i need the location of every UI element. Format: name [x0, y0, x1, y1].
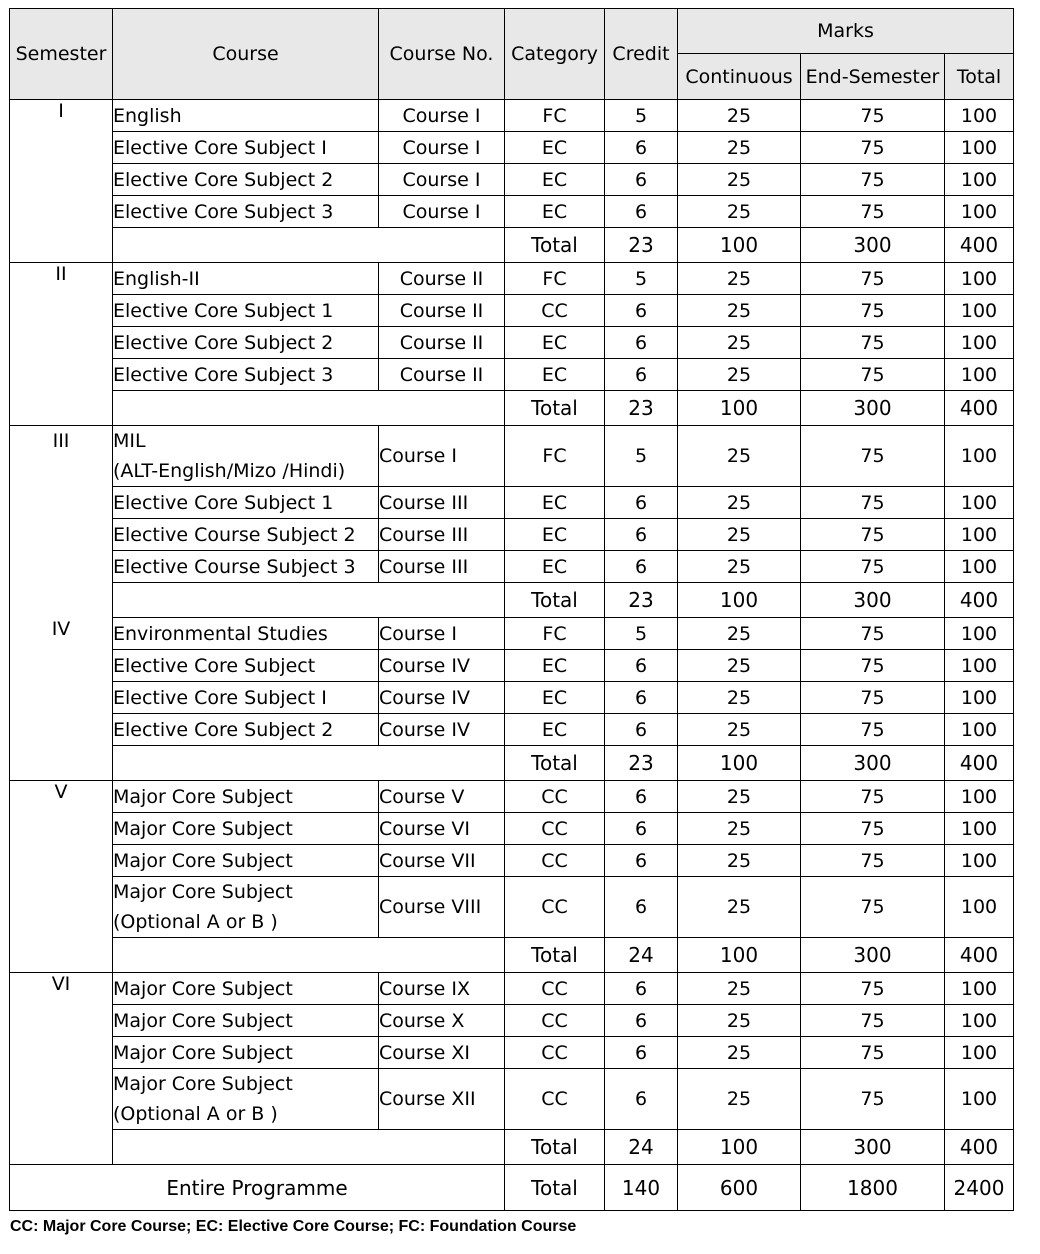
marks-continuous: 25	[678, 295, 801, 327]
course-number: Course I	[379, 164, 505, 196]
course-number: Course IX	[379, 973, 505, 1005]
credit: 6	[605, 1005, 678, 1037]
course-name-line: Major Core Subject	[113, 817, 293, 840]
table-row	[10, 426, 1014, 487]
marks-end-semester: 75	[801, 487, 945, 519]
marks-end-semester: 75	[801, 426, 945, 487]
table-row	[10, 295, 1014, 327]
course-name	[113, 519, 379, 551]
credit: 5	[605, 100, 678, 132]
course-name-line: Major Core Subject	[113, 785, 293, 808]
marks-continuous: 25	[678, 327, 801, 359]
entire-programme-row	[10, 1165, 1014, 1211]
table-row	[10, 100, 1014, 132]
header-course: Course	[113, 9, 379, 100]
marks-end-semester: 75	[801, 781, 945, 813]
blank-cell	[113, 228, 505, 263]
course-name-line: Elective Core Subject 2	[113, 331, 334, 354]
marks-continuous: 25	[678, 426, 801, 487]
course-name	[113, 551, 379, 583]
course-name	[113, 100, 379, 132]
semester-total-row	[10, 1130, 1014, 1165]
course-name	[113, 327, 379, 359]
category: EC	[505, 551, 605, 583]
course-name-line: Major Core Subject	[113, 1009, 293, 1032]
marks-total: 100	[945, 487, 1014, 519]
total-continuous: 100	[678, 938, 801, 973]
course-name-line: English-II	[113, 267, 200, 290]
marks-total: 100	[945, 781, 1014, 813]
blank-cell	[113, 391, 505, 426]
marks-total: 100	[945, 973, 1014, 1005]
entire-total-label: Total	[505, 1165, 605, 1211]
course-number: Course II	[379, 263, 505, 295]
course-name-line: Environmental Studies	[113, 622, 328, 645]
total-credit: 23	[605, 228, 678, 263]
course-name-line: Major Core Subject	[113, 1073, 293, 1095]
course-number: Course VI	[379, 813, 505, 845]
course-number: Course II	[379, 327, 505, 359]
category: EC	[505, 487, 605, 519]
course-name-line: Elective Core Subject 3	[113, 200, 334, 223]
course-name	[113, 650, 379, 682]
table-row	[10, 714, 1014, 746]
course-name	[113, 426, 379, 487]
semester-total-row	[10, 746, 1014, 781]
semester-label: IV	[10, 618, 113, 781]
entire-continuous: 600	[678, 1165, 801, 1211]
marks-end-semester: 75	[801, 1005, 945, 1037]
course-number: Course IV	[379, 682, 505, 714]
credit: 5	[605, 426, 678, 487]
course-number: Course II	[379, 295, 505, 327]
course-number: Course II	[379, 359, 505, 391]
category: EC	[505, 164, 605, 196]
table-row	[10, 327, 1014, 359]
marks-total: 100	[945, 618, 1014, 650]
credit: 6	[605, 813, 678, 845]
marks-end-semester: 75	[801, 196, 945, 228]
total-continuous: 100	[678, 746, 801, 781]
marks-continuous: 25	[678, 487, 801, 519]
marks-continuous: 25	[678, 1037, 801, 1069]
total-credit: 24	[605, 938, 678, 973]
total-end-semester: 300	[801, 228, 945, 263]
course-name-subline: (Optional A or B )	[113, 911, 278, 933]
total-marks: 400	[945, 938, 1014, 973]
credit: 6	[605, 973, 678, 1005]
total-credit: 23	[605, 746, 678, 781]
total-marks: 400	[945, 228, 1014, 263]
entire-credit: 140	[605, 1165, 678, 1211]
course-name-line: MIL	[113, 430, 146, 452]
course-name	[113, 973, 379, 1005]
category: CC	[505, 781, 605, 813]
marks-continuous: 25	[678, 551, 801, 583]
semester-label: VI	[10, 973, 113, 1165]
course-number: Course IV	[379, 650, 505, 682]
course-name-line: Major Core Subject	[113, 849, 293, 872]
marks-end-semester: 75	[801, 327, 945, 359]
blank-cell	[113, 1130, 505, 1165]
credit: 6	[605, 877, 678, 938]
credit: 6	[605, 845, 678, 877]
marks-end-semester: 75	[801, 295, 945, 327]
marks-continuous: 25	[678, 813, 801, 845]
marks-total: 100	[945, 714, 1014, 746]
marks-continuous: 25	[678, 618, 801, 650]
table-row	[10, 1037, 1014, 1069]
marks-total: 100	[945, 1005, 1014, 1037]
entire-total: 2400	[945, 1165, 1014, 1211]
course-name-line: Elective Core Subject I	[113, 686, 327, 709]
total-continuous: 100	[678, 1130, 801, 1165]
total-end-semester: 300	[801, 583, 945, 618]
marks-total: 100	[945, 682, 1014, 714]
marks-continuous: 25	[678, 973, 801, 1005]
total-continuous: 100	[678, 391, 801, 426]
course-number: Course III	[379, 551, 505, 583]
course-name-line: Major Core Subject	[113, 881, 293, 903]
semester-label: V	[10, 781, 113, 973]
credit: 6	[605, 1069, 678, 1130]
category: EC	[505, 650, 605, 682]
header-credit: Credit	[605, 9, 678, 100]
marks-end-semester: 75	[801, 682, 945, 714]
semester-total-row	[10, 583, 1014, 618]
category: CC	[505, 973, 605, 1005]
marks-total: 100	[945, 1037, 1014, 1069]
course-number: Course IV	[379, 714, 505, 746]
marks-continuous: 25	[678, 263, 801, 295]
marks-total: 100	[945, 327, 1014, 359]
category: EC	[505, 519, 605, 551]
course-name	[113, 813, 379, 845]
marks-continuous: 25	[678, 845, 801, 877]
blank-cell	[113, 938, 505, 973]
course-name	[113, 1037, 379, 1069]
total-end-semester: 300	[801, 938, 945, 973]
credit: 6	[605, 551, 678, 583]
course-number: Course XII	[379, 1069, 505, 1130]
semester-label: II	[10, 263, 113, 426]
marks-total: 100	[945, 263, 1014, 295]
course-number: Course VII	[379, 845, 505, 877]
course-name-line: Elective Course Subject 3	[113, 555, 356, 578]
course-name	[113, 487, 379, 519]
table-row	[10, 973, 1014, 1005]
marks-end-semester: 75	[801, 100, 945, 132]
marks-total: 100	[945, 196, 1014, 228]
semester-total-row	[10, 228, 1014, 263]
category: EC	[505, 682, 605, 714]
course-name-line: Elective Core Subject I	[113, 136, 327, 159]
course-name	[113, 1005, 379, 1037]
course-name-line: English	[113, 104, 182, 127]
marks-end-semester: 75	[801, 1069, 945, 1130]
total-marks: 400	[945, 746, 1014, 781]
semester-total-row	[10, 938, 1014, 973]
marks-total: 100	[945, 519, 1014, 551]
category: CC	[505, 845, 605, 877]
credit: 6	[605, 295, 678, 327]
credit: 6	[605, 487, 678, 519]
credit: 6	[605, 519, 678, 551]
credit: 6	[605, 682, 678, 714]
footnote: CC: Major Core Course; EC: Elective Core Course; FC: Foundation Course	[10, 1218, 577, 1235]
credit: 6	[605, 714, 678, 746]
course-name-line: Elective Core Subject 2	[113, 168, 334, 191]
semester-total-row	[10, 391, 1014, 426]
category: FC	[505, 263, 605, 295]
course-name-subline: (ALT-English/Mizo /Hindi)	[113, 460, 346, 482]
total-marks: 400	[945, 1130, 1014, 1165]
marks-end-semester: 75	[801, 973, 945, 1005]
credit: 6	[605, 164, 678, 196]
course-number: Course XI	[379, 1037, 505, 1069]
credit: 6	[605, 359, 678, 391]
course-name-line: Elective Core Subject 2	[113, 718, 334, 741]
marks-total: 100	[945, 359, 1014, 391]
total-end-semester: 300	[801, 391, 945, 426]
marks-continuous: 25	[678, 132, 801, 164]
table-row	[10, 196, 1014, 228]
course-number: Course III	[379, 519, 505, 551]
total-credit: 23	[605, 391, 678, 426]
category: CC	[505, 877, 605, 938]
table-row	[10, 650, 1014, 682]
marks-total: 100	[945, 877, 1014, 938]
marks-end-semester: 75	[801, 519, 945, 551]
credit: 6	[605, 650, 678, 682]
course-number: Course VIII	[379, 877, 505, 938]
marks-continuous: 25	[678, 1069, 801, 1130]
marks-total: 100	[945, 551, 1014, 583]
course-name	[113, 714, 379, 746]
header-total: Total	[945, 54, 1014, 100]
credit: 5	[605, 263, 678, 295]
category: FC	[505, 100, 605, 132]
credit: 5	[605, 618, 678, 650]
course-name	[113, 196, 379, 228]
total-credit: 24	[605, 1130, 678, 1165]
header-end-semester: End-Semester	[801, 54, 945, 100]
total-continuous: 100	[678, 583, 801, 618]
course-name	[113, 263, 379, 295]
marks-continuous: 25	[678, 1005, 801, 1037]
marks-end-semester: 75	[801, 813, 945, 845]
course-name	[113, 618, 379, 650]
course-number: Course I	[379, 132, 505, 164]
marks-end-semester: 75	[801, 359, 945, 391]
entire-programme-label: Entire Programme	[10, 1165, 505, 1211]
credit: 6	[605, 196, 678, 228]
course-name	[113, 845, 379, 877]
marks-continuous: 25	[678, 196, 801, 228]
course-name	[113, 295, 379, 327]
course-number: Course III	[379, 487, 505, 519]
header-continuous: Continuous	[678, 54, 801, 100]
marks-end-semester: 75	[801, 1037, 945, 1069]
category: EC	[505, 327, 605, 359]
course-name	[113, 164, 379, 196]
marks-end-semester: 75	[801, 714, 945, 746]
table-row	[10, 813, 1014, 845]
marks-total: 100	[945, 295, 1014, 327]
category: EC	[505, 196, 605, 228]
marks-total: 100	[945, 164, 1014, 196]
table-row	[10, 877, 1014, 938]
marks-continuous: 25	[678, 650, 801, 682]
table-body	[10, 100, 1014, 1211]
marks-continuous: 25	[678, 781, 801, 813]
category: FC	[505, 426, 605, 487]
total-end-semester: 300	[801, 746, 945, 781]
course-number: Course I	[379, 618, 505, 650]
total-label: Total	[505, 938, 605, 973]
course-structure-table	[9, 8, 1014, 1211]
total-label: Total	[505, 228, 605, 263]
marks-continuous: 25	[678, 519, 801, 551]
total-credit: 23	[605, 583, 678, 618]
course-number: Course V	[379, 781, 505, 813]
marks-end-semester: 75	[801, 618, 945, 650]
table-row	[10, 359, 1014, 391]
total-label: Total	[505, 391, 605, 426]
table-row	[10, 263, 1014, 295]
table-row	[10, 132, 1014, 164]
marks-total: 100	[945, 813, 1014, 845]
header-marks: Marks	[678, 9, 1014, 54]
table-row	[10, 519, 1014, 551]
credit: 6	[605, 1037, 678, 1069]
course-name-line: Elective Core Subject 3	[113, 363, 334, 386]
table-row	[10, 164, 1014, 196]
total-marks: 400	[945, 583, 1014, 618]
marks-end-semester: 75	[801, 650, 945, 682]
category: EC	[505, 132, 605, 164]
course-name-line: Elective Core Subject 1	[113, 299, 334, 322]
marks-continuous: 25	[678, 877, 801, 938]
category: CC	[505, 813, 605, 845]
credit: 6	[605, 327, 678, 359]
course-name	[113, 682, 379, 714]
marks-total: 100	[945, 132, 1014, 164]
category: CC	[505, 1037, 605, 1069]
marks-end-semester: 75	[801, 551, 945, 583]
header-course-no: Course No.	[379, 9, 505, 100]
course-name	[113, 877, 379, 938]
table-row	[10, 845, 1014, 877]
category: CC	[505, 1069, 605, 1130]
semester-label: III	[10, 426, 113, 618]
course-name-line: Elective Core Subject 1	[113, 491, 334, 514]
table-row	[10, 781, 1014, 813]
marks-end-semester: 75	[801, 132, 945, 164]
marks-end-semester: 75	[801, 845, 945, 877]
total-label: Total	[505, 583, 605, 618]
course-number: Course I	[379, 196, 505, 228]
course-name	[113, 359, 379, 391]
category: FC	[505, 618, 605, 650]
header-semester: Semester	[10, 9, 113, 100]
category: CC	[505, 295, 605, 327]
course-name-line: Elective Core Subject	[113, 654, 316, 677]
total-continuous: 100	[678, 228, 801, 263]
header-category: Category	[505, 9, 605, 100]
category: EC	[505, 714, 605, 746]
marks-total: 100	[945, 426, 1014, 487]
marks-total: 100	[945, 845, 1014, 877]
total-label: Total	[505, 1130, 605, 1165]
semester-label: I	[10, 100, 113, 263]
marks-continuous: 25	[678, 714, 801, 746]
table-row	[10, 682, 1014, 714]
course-name-line: Elective Course Subject 2	[113, 523, 356, 546]
course-name	[113, 1069, 379, 1130]
table-row	[10, 551, 1014, 583]
course-number: Course X	[379, 1005, 505, 1037]
credit: 6	[605, 781, 678, 813]
category: CC	[505, 1005, 605, 1037]
table-row	[10, 1069, 1014, 1130]
marks-end-semester: 75	[801, 877, 945, 938]
table-row	[10, 1005, 1014, 1037]
marks-total: 100	[945, 650, 1014, 682]
course-number: Course I	[379, 426, 505, 487]
course-name	[113, 132, 379, 164]
course-name-line: Major Core Subject	[113, 977, 293, 1000]
marks-continuous: 25	[678, 682, 801, 714]
table-row	[10, 618, 1014, 650]
total-label: Total	[505, 746, 605, 781]
marks-total: 100	[945, 100, 1014, 132]
marks-end-semester: 75	[801, 164, 945, 196]
course-name-subline: (Optional A or B )	[113, 1103, 278, 1125]
marks-continuous: 25	[678, 100, 801, 132]
course-number: Course I	[379, 100, 505, 132]
marks-continuous: 25	[678, 359, 801, 391]
blank-cell	[113, 746, 505, 781]
entire-end-semester: 1800	[801, 1165, 945, 1211]
course-name	[113, 781, 379, 813]
table-row	[10, 487, 1014, 519]
course-name-line: Major Core Subject	[113, 1041, 293, 1064]
total-end-semester: 300	[801, 1130, 945, 1165]
credit: 6	[605, 132, 678, 164]
marks-total: 100	[945, 1069, 1014, 1130]
marks-continuous: 25	[678, 164, 801, 196]
marks-end-semester: 75	[801, 263, 945, 295]
category: EC	[505, 359, 605, 391]
total-marks: 400	[945, 391, 1014, 426]
blank-cell	[113, 583, 505, 618]
